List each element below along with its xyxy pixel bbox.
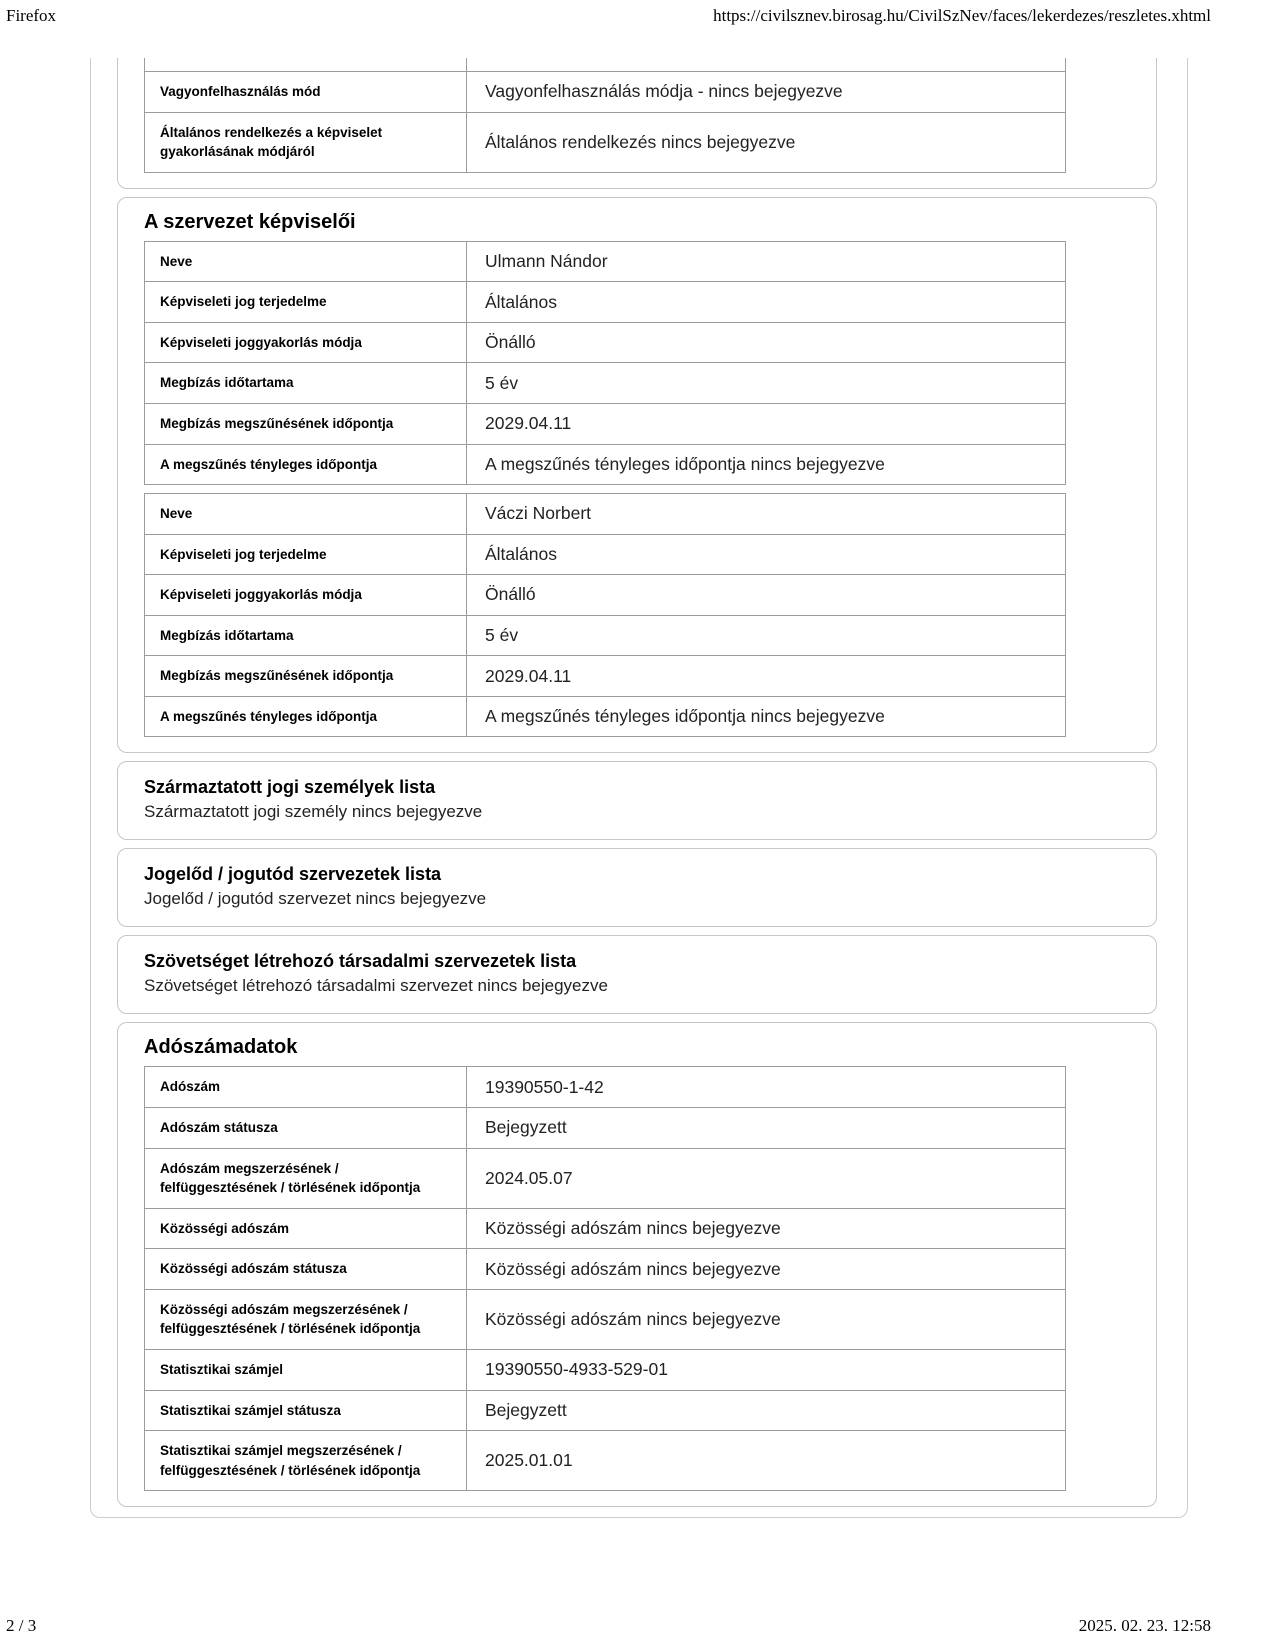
- table-row: [145, 444, 1065, 485]
- field-label: Megbízás megszűnésének időpontja: [145, 656, 467, 696]
- field-value: 2029.04.11: [485, 413, 572, 434]
- tax-table: [144, 1066, 1066, 1491]
- table-row: [145, 494, 1065, 534]
- field-label: Közösségi adószám megszerzésének / felfüggesztésének / törlésének időpontja: [145, 1290, 467, 1349]
- field-value: Vagyonfelhasználás módja - nincs bejegyezve: [485, 81, 843, 102]
- table-row: [145, 71, 1065, 112]
- field-label: Képviseleti joggyakorlás módja: [145, 323, 467, 363]
- list-empty-text: Jogelőd / jogutód szervezet nincs bejegyezve: [144, 889, 487, 909]
- table-row: [145, 1390, 1065, 1431]
- field-value: Önálló: [485, 332, 536, 353]
- field-value: Váczi Norbert: [485, 503, 592, 524]
- field-label: A megszűnés tényleges időpontja: [145, 697, 467, 737]
- field-label: Neve: [145, 242, 467, 282]
- panel-predecessor-successor: [117, 848, 1157, 927]
- field-label: A megszűnés tényleges időpontja: [145, 445, 467, 485]
- list-heading: Szövetséget létrehozó társadalmi szervezetek lista: [144, 951, 577, 972]
- field-value: 2029.04.11: [485, 665, 572, 686]
- field-label: Közösségi adószám státusza: [145, 1249, 467, 1289]
- representative-table-1: [144, 241, 1066, 485]
- field-label: Általános rendelkezés a képviselet gyakorlásának módjáról: [145, 113, 467, 172]
- table-row: [145, 1208, 1065, 1249]
- print-datetime: 2025. 02. 23. 12:58: [1078, 1616, 1211, 1635]
- print-header: [6, 6, 1211, 26]
- field-value: Bejegyzett: [485, 1399, 567, 1420]
- table-row: [145, 615, 1065, 656]
- table-row: [145, 281, 1065, 322]
- field-value: A megszűnés tényleges időpontja nincs bejegyezve: [485, 706, 885, 727]
- field-value: Önálló: [485, 584, 536, 605]
- field-label: Adószám státusza: [145, 1108, 467, 1148]
- field-label: [145, 58, 467, 71]
- table-row: [145, 655, 1065, 696]
- list-empty-text: Szövetséget létrehozó társadalmi szervezet nincs bejegyezve: [144, 976, 608, 996]
- table-row: [145, 574, 1065, 615]
- field-label: Megbízás időtartama: [145, 616, 467, 656]
- panel-founding-organizations: [117, 935, 1157, 1014]
- field-value: 5 év: [485, 625, 519, 646]
- table-row: [145, 534, 1065, 575]
- field-label: Képviseleti jog terjedelme: [145, 282, 467, 322]
- panel-representatives: [117, 197, 1157, 754]
- table-row: [145, 112, 1065, 172]
- table-row: [145, 362, 1065, 403]
- field-value: Közösségi adószám nincs bejegyezve: [485, 1217, 781, 1238]
- section-heading-representatives: A szervezet képviselői: [144, 210, 356, 233]
- panel-asset-use: [117, 58, 1157, 189]
- field-value: 2024.05.07: [485, 1167, 573, 1188]
- print-footer: [6, 1616, 1211, 1636]
- table-row: [145, 403, 1065, 444]
- table-row: [145, 1349, 1065, 1390]
- representative-table-2: [144, 493, 1066, 737]
- field-label: Statisztikai számjel megszerzésének / felfüggesztésének / törlésének időpontja: [145, 1431, 467, 1490]
- list-empty-text: Származtatott jogi személy nincs bejegyezve: [144, 802, 483, 822]
- panel-tax-data: [117, 1022, 1157, 1507]
- field-label: Adószám megszerzésének / felfüggesztésének / törlésének időpontja: [145, 1149, 467, 1208]
- document-container: [90, 58, 1188, 1518]
- field-value: 5 év: [485, 372, 519, 393]
- field-label: Megbízás megszűnésének időpontja: [145, 404, 467, 444]
- table-row: [145, 1148, 1065, 1208]
- field-value: Bejegyzett: [485, 1117, 567, 1138]
- table-row: [145, 1430, 1065, 1490]
- table-row: [145, 242, 1065, 282]
- field-value: A megszűnés tényleges időpontja nincs bejegyezve: [485, 453, 885, 474]
- field-label: Közösségi adószám: [145, 1209, 467, 1249]
- field-label: Képviseleti jog terjedelme: [145, 535, 467, 575]
- field-label: Képviseleti joggyakorlás módja: [145, 575, 467, 615]
- list-heading: Származtatott jogi személyek lista: [144, 777, 436, 798]
- field-label: Vagyonfelhasználás mód: [145, 72, 467, 112]
- table-row: [145, 322, 1065, 363]
- table-row: [145, 1248, 1065, 1289]
- field-value: 2025.01.01: [485, 1450, 573, 1471]
- field-label: Statisztikai számjel: [145, 1350, 467, 1390]
- field-label: Statisztikai számjel státusza: [145, 1391, 467, 1431]
- list-heading: Jogelőd / jogutód szervezetek lista: [144, 864, 442, 885]
- asset-use-table: [144, 58, 1066, 173]
- table-row: [145, 696, 1065, 737]
- section-heading-tax: Adószámadatok: [144, 1036, 298, 1059]
- field-label: Adószám: [145, 1067, 467, 1107]
- table-row: [145, 1289, 1065, 1349]
- page-url: https://civilsznev.birosag.hu/CivilSzNev/faces/lekerdezes/reszletes.xhtml: [713, 6, 1211, 25]
- field-value: Ulmann Nándor: [485, 250, 608, 271]
- field-value: Közösségi adószám nincs bejegyezve: [485, 1258, 781, 1279]
- field-value: Közösségi adószám nincs bejegyezve: [485, 1308, 781, 1329]
- field-value: 19390550-1-42: [485, 1076, 604, 1097]
- panel-derived-legal-persons: [117, 761, 1157, 840]
- field-value: Általános: [485, 543, 557, 564]
- page-number: 2 / 3: [6, 1616, 37, 1635]
- table-row-cutoff: [145, 58, 1065, 71]
- table-row: [145, 1067, 1065, 1107]
- field-value: 19390550-4933-529-01: [485, 1359, 668, 1380]
- field-label: Neve: [145, 494, 467, 534]
- table-row: [145, 1107, 1065, 1148]
- browser-name: Firefox: [6, 6, 57, 25]
- field-value: Általános rendelkezés nincs bejegyezve: [485, 131, 796, 152]
- field-value: Általános: [485, 291, 557, 312]
- field-label: Megbízás időtartama: [145, 363, 467, 403]
